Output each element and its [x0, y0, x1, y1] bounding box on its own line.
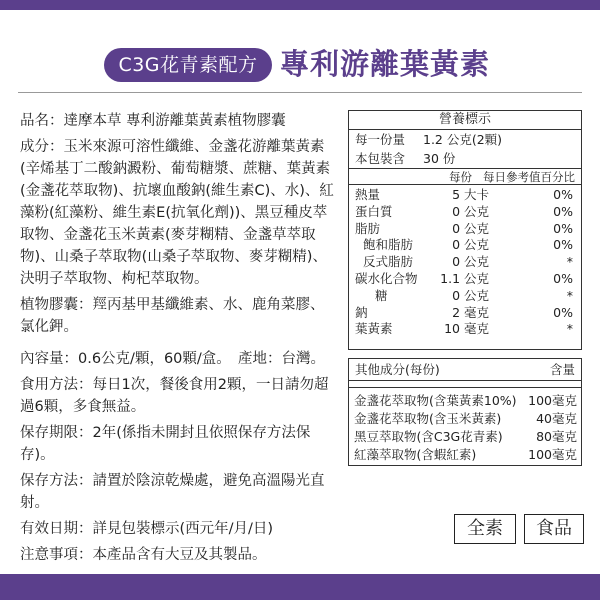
other-header-label: 其他成分(每份) [355, 362, 440, 377]
nutrition-facts-table [348, 110, 582, 350]
other-ingredient-row: 紅藻萃取物(含蝦紅素) 100毫克 [354, 447, 577, 462]
package-value: 30 份 [423, 151, 456, 166]
nutrition-row: 碳水化合物 1.1 公克 0% [355, 270, 573, 286]
product-name: 品名：達摩本草 專利游離葉黃素植物膠囊 [20, 113, 286, 129]
vegan-badge: 全素 [454, 514, 516, 544]
nutrition-rows [349, 185, 581, 338]
other-ingredient-row: 金盞花萃取物(含玉米黃素) 40毫克 [354, 411, 577, 426]
content-origin: 內容量：0.6公克/顆，60顆/盒。 產地：台灣。 [20, 351, 326, 367]
nutrition-row: 熱量 5 大卡 0% [355, 187, 573, 202]
product-info [20, 110, 338, 570]
other-ingredients-table [348, 358, 582, 466]
usage-instructions: 食用方法：每日1次，餐後食用2顆，一日請勿超過6顆，多食無益。 [20, 377, 329, 415]
expiry-date: 有效日期：詳見包裝標示(西元年/月/日) [20, 521, 274, 537]
food-badge: 食品 [524, 514, 584, 544]
nutrition-row: 鈉 2 毫克 0% [355, 304, 573, 320]
nutrition-row: 飽和脂肪 0 公克 0% [363, 237, 573, 253]
serving-value: 1.2 公克(2顆) [423, 132, 503, 147]
nutrition-row: 糖 0 公克 * [375, 287, 573, 303]
other-ingredient-row: 金盞花萃取物(含葉黃素10%) 100毫克 [354, 393, 577, 408]
daily-value-header: 每日參考值百分比 [483, 170, 575, 184]
nutrition-title: 營養標示 [349, 111, 581, 130]
nutrition-row: 葉黃素 10 毫克 * [355, 321, 573, 337]
other-ingredients-header [349, 359, 581, 381]
page-title: 專利游離葉黃素 [280, 47, 491, 81]
serving-size-row [349, 130, 581, 149]
capsule-material: 植物膠囊：羥丙基甲基纖維素、水、鹿角菜膠、氯化鉀。 [20, 297, 325, 335]
nutrition-column-header [349, 168, 581, 185]
notice: 注意事項：本產品含有大豆及其製品。 [20, 547, 267, 563]
nutrition-row: 脂肪 0 公克 0% [355, 220, 573, 236]
other-header-amount: 含量 [549, 362, 575, 377]
bottom-accent-bar [0, 574, 600, 600]
top-accent-bar [0, 0, 600, 10]
formula-pill: C3G花青素配方 [104, 48, 272, 82]
shelf-life: 保存期限：2年(係指未開封且依照保存方法保存)。 [20, 425, 311, 463]
servings-per-package-row [349, 149, 581, 168]
package-label: 本包裝含 [355, 151, 406, 166]
ingredients: 成分：玉米來源可溶性纖維、金盞花游離葉黃素(辛烯基丁二酸鈉澱粉、葡萄糖漿、蔗糖、葉黃素(金盞花萃取物)、抗壞血酸鈉(維生素C)、水)、紅藻粉(紅藻粉、維生素E(抗氧化劑))、黑豆種皮萃取物、金盞花玉米黃素(麥芽糊精、金盞草萃取物)、山桑子萃取物(山桑子萃取物、麥芽糊精)、決明子萃取物、枸杞萃取物。 [20, 139, 334, 287]
serving-label: 每一份量 [355, 132, 406, 147]
per-serving-header: 每份 [449, 170, 472, 184]
storage-method: 保存方法：請置於陰涼乾燥處，避免高溫陽光直射。 [20, 473, 325, 511]
nutrition-row: 蛋白質 0 公克 0% [355, 203, 573, 219]
nutrition-row: 反式脂肪 0 公克 * [363, 254, 573, 270]
other-ingredient-row: 黑豆萃取物(含C3G花青素) 80毫克 [354, 429, 577, 444]
header-divider [18, 92, 582, 93]
other-ingredients-list [349, 388, 581, 464]
